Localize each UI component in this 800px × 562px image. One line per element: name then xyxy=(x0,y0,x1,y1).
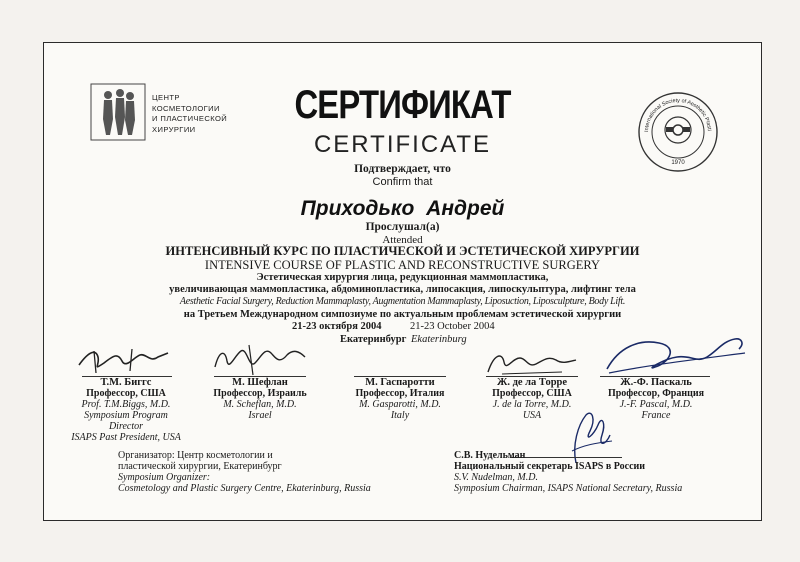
attended-ru: Прослушал(а) xyxy=(365,221,440,233)
title-en: CERTIFICATE xyxy=(313,131,492,158)
topics-en: Aesthetic Facial Surgery, Reduction Mammaplasty, Augmentation Mammaplasty, Liposuction, Liposculpture, Body Lift. xyxy=(179,296,626,307)
signatory-name-en: Prof. T.M.Biggs, M.D. xyxy=(81,399,171,410)
signatory-role: Symposium Program Director xyxy=(84,410,168,432)
course-en: INTENSIVE COURSE OF PLASTIC AND RECONSTRUCTIVE SURGERY xyxy=(204,258,601,272)
city-ru: Екатеринбург xyxy=(340,334,407,345)
signatory-name-ru: М. Гаспаротти xyxy=(365,377,435,388)
signatory-title-ru: Профессор, Франция xyxy=(607,388,705,399)
signatory-role: ISAPS Past President, USA xyxy=(71,432,181,443)
organizer-en: Cosmetology and Plastic Surgery Centre, Ekaterinburg, Russia xyxy=(118,483,371,494)
signatory-name-ru: Ж. де ла Торре xyxy=(496,377,568,388)
signatory-title-ru: Профессор, Италия xyxy=(355,388,445,399)
confirm-en: Confirm that xyxy=(372,176,433,188)
signature-scheflan xyxy=(209,341,309,379)
signature-delatorre xyxy=(482,348,582,378)
logo-line: ЦЕНТР xyxy=(152,93,180,102)
signatory-delatorre xyxy=(472,377,592,421)
seal-year: 1970 xyxy=(671,160,685,166)
signatory-name-en: J.-F. Pascal, M.D. xyxy=(619,399,693,410)
secretary-name-ru: С.В. Нудельман xyxy=(454,450,526,461)
logo-line: И ПЛАСТИЧЕСКОЙ xyxy=(152,114,228,123)
secretary-title-en: Symposium Chairman, ISAPS National Secretary, Russia xyxy=(454,483,683,494)
recipient-name: Приходько Андрей xyxy=(300,197,505,220)
signatory-name-ru: Ж.-Ф. Паскаль xyxy=(620,377,692,388)
seal-text: International Society of Aesthetic Plasti xyxy=(643,97,712,133)
secretary-name-en: S.V. Nudelman, M.D. xyxy=(454,472,538,483)
signatory-country: Israel xyxy=(248,410,272,421)
signatory-biggs xyxy=(66,377,186,443)
confirm-ru: Подтверждает, что xyxy=(354,163,451,175)
signatory-name-en: M. Scheflan, M.D. xyxy=(223,399,297,410)
topics-ru-1: Эстетическая хирургия лица, редукционная маммопластика, xyxy=(256,272,549,283)
logo-line: КОСМЕТОЛОГИИ xyxy=(152,103,220,113)
signatory-name-en: M. Gasparotti, M.D. xyxy=(359,399,441,410)
certificate-frame xyxy=(43,42,762,521)
organizer-en: Symposium Organizer: xyxy=(118,472,211,483)
signatory-title-ru: Профессор, Израиль xyxy=(213,388,307,399)
signatory-title-ru: Профессор, США xyxy=(492,388,572,399)
organizer-ru: Организатор: Центр косметологии и xyxy=(118,450,273,461)
signatory-scheflan xyxy=(200,377,320,421)
organizer-ru: пластической хирургии, Екатеринбург xyxy=(118,461,282,472)
topics-ru-2: увеличивающая маммопластика, абдоминопластика, липосакция, липоскульптура, лифтинг тела xyxy=(169,284,636,295)
title-ru: СЕРТИФИКАТ xyxy=(294,83,511,127)
organizer-block xyxy=(118,450,418,494)
signature-biggs xyxy=(74,343,174,377)
secretary-block xyxy=(454,450,754,494)
secretary-title-ru: Национальный секретарь ISAPS в России xyxy=(454,461,646,472)
city-en: Ekaterinburg xyxy=(411,334,467,345)
signatory-pascal xyxy=(595,377,717,421)
attended-en: Attended xyxy=(382,234,423,246)
signatory-country: Italy xyxy=(390,410,410,421)
signatory-gasparotti xyxy=(340,377,460,421)
symposium-ru: на Третьем Международном симпозиуме по актуальным проблемам эстетической хирургии xyxy=(183,309,622,320)
course-ru: ИНТЕНСИВНЫЙ КУРС ПО ПЛАСТИЧЕСКОЙ И ЭСТЕТИЧЕСКОЙ ХИРУРГИИ xyxy=(165,244,640,258)
signatory-name-ru: Т.М. Биггс xyxy=(100,377,152,388)
signatory-title-ru: Профессор, США xyxy=(86,388,166,399)
date-ru: 21-23 октября 2004 xyxy=(292,321,382,332)
signatory-name-en: J. de la Torre, M.D. xyxy=(492,399,572,410)
signatory-country: USA xyxy=(522,410,542,421)
logo-line: ХИРУРГИИ xyxy=(152,124,196,134)
signatory-country: France xyxy=(641,410,671,421)
date-en: 21-23 October 2004 xyxy=(410,321,495,332)
signatory-name-ru: М. Шефлан xyxy=(232,377,288,388)
